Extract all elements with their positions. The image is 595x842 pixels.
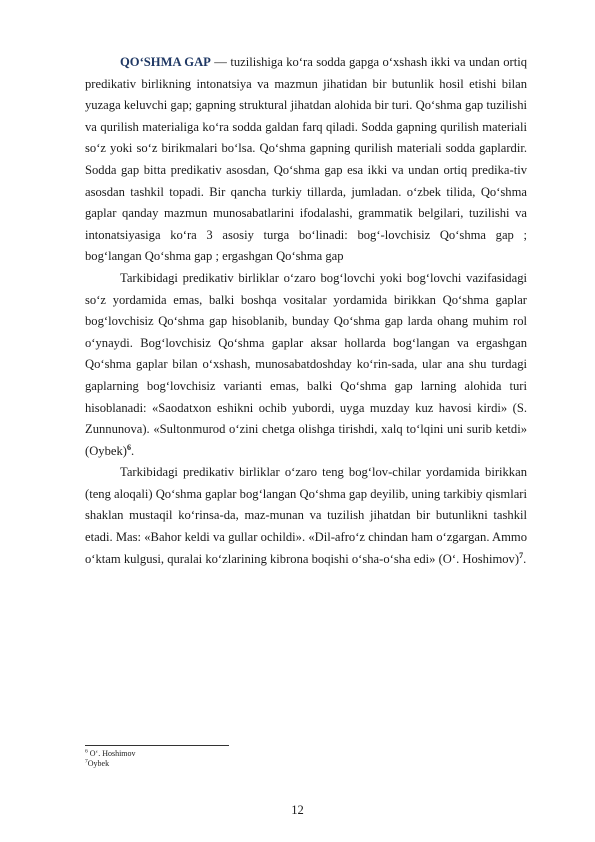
footnote-item xyxy=(85,749,136,759)
footnote-text: Oybek xyxy=(87,759,110,768)
footnote-divider xyxy=(85,745,229,746)
footnote-item xyxy=(85,759,136,769)
footnote-number: 7 xyxy=(85,758,88,765)
footnote-text: O‘. Hoshimov xyxy=(89,749,136,758)
paragraph-text: — tuzilishiga ko‘ra sodda gapga o‘xshash ikki va undan ortiq predikativ birlikning intonatsiya va mazmun jihatidan bir butunlik hosil etishi bilan yuzaga keluvchi gap; gapning struktural jihatdan alohida bir turi. Qo‘shma gap tuzilishi va qurilish materialiga ko‘ra sodda galdan farq qiladi. Sodda gapning qurilish materiali so‘z yoki so‘z birikmalari bo‘lsa. Qo‘shma gapning qurilish materiali sodda gaplardir. Sodda gap bitta predikativ asosdan, Qo‘shma gap esa ikki va undan ortiq predika-tiv asosdan tashkil topadi. Bir qancha turkiy tillarda, jumladan. o‘zbek tilida, Qo‘shma gaplar qanday mazmun munosabatlarini ifodalashi, grammatik belgilari, tuzilishi va intonatsiyasiga ko‘ra 3 asosiy turga bo‘linadi: bog‘-lovchisiz Qo‘shma gap ; bog‘langan Qo‘shma gap ; ergashgan Qo‘shma gap xyxy=(85,55,527,264)
footnotes xyxy=(85,749,136,769)
body-text xyxy=(85,52,527,570)
footnote-number: 6 xyxy=(85,748,88,755)
term-heading: QO‘SHMA GAP xyxy=(120,55,211,69)
paragraph-2: Tarkibidagi predikativ birliklar o‘zaro bog‘lovchi yoki bog‘lovchi vazifasidagi so‘z yordamida emas, balki boshqa vositalar yordamida birikkan Qo‘shma gaplar bog‘lovchisiz Qo‘shma gap hisoblanib, bunday Qo‘shma gap larda ohang muhim rol o‘ynaydi. Bog‘lovchisiz Qo‘shma gaplar aksar hollarda bog‘langan va ergashgan Qo‘shma gaplar bilan o‘xshash, munosabatdoshday ko‘rin-sada, ular ana shu turdagi gaplarning bog‘lovchisiz varianti emas, balki Qo‘shma gap larning alohida turi hisoblanadi: «Saodatxon eshikni ochib yubordi, uyga muzday kuz havosi kirdi» (S. Zunnunova). «Sultonmurod o‘zini chetga olishga tirishdi, xalq to‘lqini uni surib ketdi» (Oybek)$^6$. xyxy=(85,270,527,458)
footnote-ref[interactable]: 7 xyxy=(519,550,524,560)
page-number: 12 xyxy=(291,803,304,817)
paragraph-1 xyxy=(85,52,527,268)
paragraph-3: Tarkibidagi predikativ birliklar o‘zaro teng bog‘lov-chilar yordamida birikkan (teng aloqali) Qo‘shma gaplar bog‘langan Qo‘shma gap deyilib, uning tarkibiy qismlari shaklan mustaqil ko‘rinsa-da, maz-munan va tuzilish jihatdan bir butunlikni tashkil etadi. Mas: «Bahor keldi va gullar ochildi». «Dil-afro‘z chindan ham o‘zgargan. Ammo o‘ktam kulgusi, quralai ko‘zlarining kibrona boqishi o‘sha-o‘sha edi» (O‘. Hoshimov)$^7$. xyxy=(85,465,527,566)
footnote-ref[interactable]: 6 xyxy=(126,442,131,452)
paragraph-text: Tarkibidagi predikativ birliklar o‘zaro teng bog‘lov-chilar yordamida birikkan (teng aloqali) Qo‘shma gaplar bog‘langan Qo‘shma gap deyilib, uning tarkibiy qismlari shaklan mustaqil ko‘rinsa-da, maz-munan va tuzilish jihatdan bir butunlikni tashkil etadi. Mas: «Bahor keldi va gullar ochildi». «Dil-afro‘z chindan ham o‘zgargan. Ammo o‘ktam kulgusi, quralai ko‘zlarining kibrona boqishi o‘sha-o‘sha edi» (O‘. Hoshimov) xyxy=(85,465,527,566)
paragraph-text: Tarkibidagi predikativ birliklar o‘zaro bog‘lovchi yoki bog‘lovchi vazifasidagi so‘z yordamida emas, balki boshqa vositalar yordamida birikkan Qo‘shma gaplar bog‘lovchisiz Qo‘shma gap hisoblanib, bunday Qo‘shma gap larda ohang muhim rol o‘ynaydi. Bog‘lovchisiz Qo‘shma gaplar aksar hollarda bog‘langan va ergashgan Qo‘shma gaplar bilan o‘xshash, munosabatdoshday ko‘rin-sada, ular ana shu turdagi gaplarning bog‘lovchisiz varianti emas, balki Qo‘shma gap larning alohida turi hisoblanadi: «Saodatxon eshikni ochib yubordi, uyga muzday kuz havosi kirdi» (S. Zunnunova). «Sultonmurod o‘zini chetga olishga tirishdi, xalq to‘lqini uni surib ketdi» (Oybek) xyxy=(85,270,527,458)
